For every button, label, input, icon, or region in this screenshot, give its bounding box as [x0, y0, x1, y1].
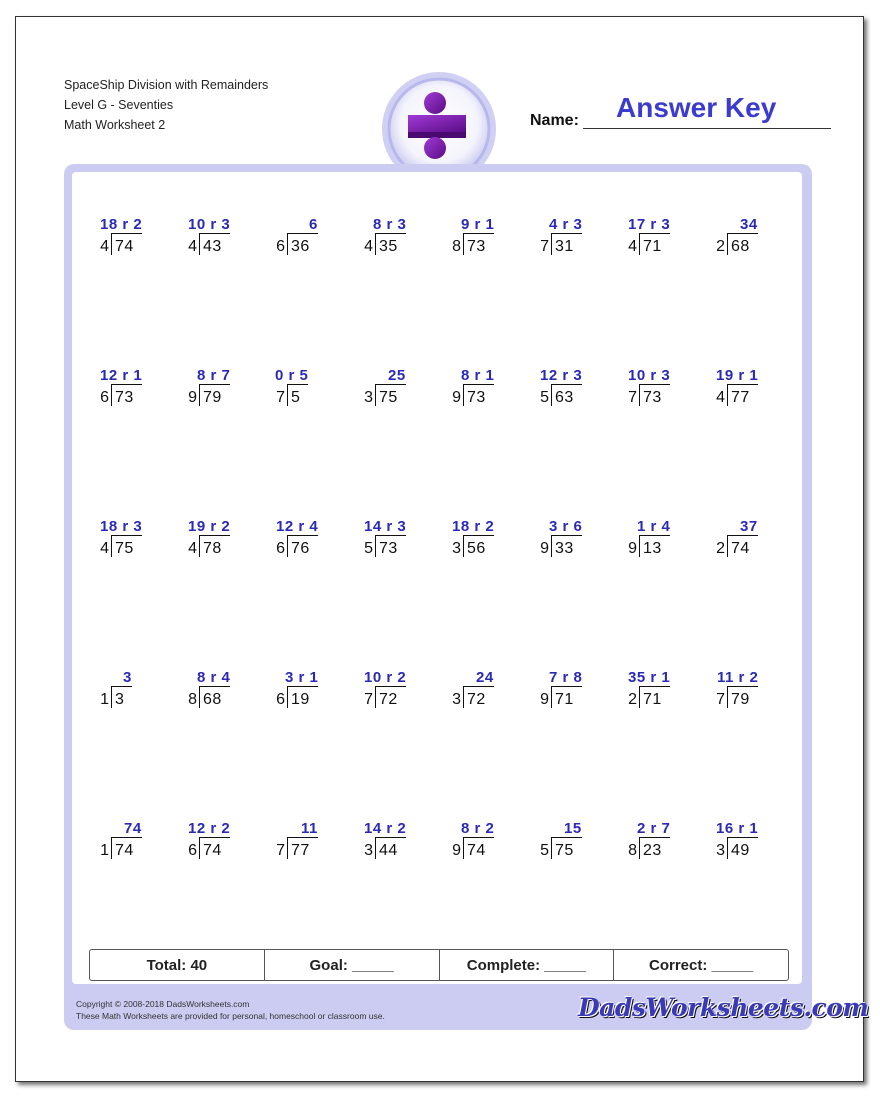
- problem-dividend: 36: [287, 233, 318, 255]
- problem-dividend: 77: [727, 384, 758, 406]
- division-problem: [273, 820, 339, 862]
- problem-divisor: 4: [628, 238, 637, 255]
- division-problem: [713, 669, 779, 711]
- division-problem: [273, 518, 339, 560]
- problem-divisor: 2: [716, 540, 725, 557]
- problem-divisor: 9: [540, 691, 549, 708]
- problem-answer: 9 r 1: [461, 216, 495, 233]
- division-problem: [185, 518, 251, 560]
- problem-answer: 18 r 3: [100, 518, 143, 535]
- problem-divisor: 7: [716, 691, 725, 708]
- division-problem: [537, 216, 603, 258]
- problem-dividend: 75: [551, 837, 582, 859]
- problem-dividend: 73: [639, 384, 670, 406]
- problem-dividend: 33: [551, 535, 582, 557]
- problem-answer: 12 r 4: [276, 518, 319, 535]
- total-count: Total: 40: [90, 950, 265, 980]
- problem-answer: 3: [123, 669, 132, 686]
- usage-notice: These Math Worksheets are provided for personal, homeschool or classroom use.: [76, 1011, 385, 1021]
- problem-answer: 3 r 6: [549, 518, 583, 535]
- problem-dividend: 43: [199, 233, 230, 255]
- division-problem: [273, 669, 339, 711]
- problem-answer: 35 r 1: [628, 669, 671, 686]
- problem-dividend: 73: [375, 535, 406, 557]
- problem-divisor: 8: [188, 691, 197, 708]
- problem-answer: 0 r 5: [275, 367, 309, 384]
- problem-answer: 34: [740, 216, 758, 233]
- problem-dividend: 35: [375, 233, 406, 255]
- problem-answer: 18 r 2: [100, 216, 143, 233]
- problem-divisor: 6: [188, 842, 197, 859]
- problem-divisor: 3: [452, 540, 461, 557]
- problem-answer: 17 r 3: [628, 216, 671, 233]
- problem-divisor: 3: [364, 389, 373, 406]
- problem-dividend: 71: [551, 686, 582, 708]
- problem-dividend: 79: [727, 686, 758, 708]
- problem-dividend: 19: [287, 686, 318, 708]
- problem-answer: 74: [124, 820, 142, 837]
- problem-divisor: 4: [716, 389, 725, 406]
- problem-answer: 2 r 7: [637, 820, 671, 837]
- division-problem: [185, 669, 251, 711]
- problem-answer: 19 r 2: [188, 518, 231, 535]
- problem-dividend: 72: [375, 686, 406, 708]
- problem-divisor: 1: [100, 691, 109, 708]
- problem-divisor: 9: [452, 389, 461, 406]
- problem-divisor: 2: [716, 238, 725, 255]
- problem-divisor: 6: [276, 238, 285, 255]
- division-problem: [361, 216, 427, 258]
- problem-answer: 10 r 2: [364, 669, 407, 686]
- problem-dividend: 74: [111, 837, 142, 859]
- problem-dividend: 5: [287, 384, 308, 406]
- problem-answer: 1 r 4: [637, 518, 671, 535]
- problem-divisor: 2: [628, 691, 637, 708]
- division-problem: [713, 216, 779, 258]
- division-problem: [713, 820, 779, 862]
- problem-dividend: 68: [727, 233, 758, 255]
- problem-divisor: 4: [188, 238, 197, 255]
- division-problem: [273, 216, 339, 258]
- problem-answer: 7 r 8: [549, 669, 583, 686]
- problem-answer: 25: [388, 367, 406, 384]
- problem-divisor: 3: [452, 691, 461, 708]
- problem-dividend: 77: [287, 837, 318, 859]
- problem-answer: 18 r 2: [452, 518, 495, 535]
- problem-dividend: 73: [463, 233, 494, 255]
- problem-dividend: 68: [199, 686, 230, 708]
- copyright-notice: [76, 998, 385, 1022]
- worksheet-number: Math Worksheet 2: [64, 118, 166, 132]
- problem-divisor: 8: [452, 238, 461, 255]
- problem-divisor: 9: [452, 842, 461, 859]
- problem-dividend: 56: [463, 535, 494, 557]
- problem-divisor: 6: [100, 389, 109, 406]
- problem-answer: 4 r 3: [549, 216, 583, 233]
- division-problem: [361, 367, 427, 409]
- problem-answer: 8 r 3: [373, 216, 407, 233]
- division-problem: [361, 820, 427, 862]
- division-problem: [537, 367, 603, 409]
- name-line: [583, 127, 831, 129]
- problem-dividend: 75: [375, 384, 406, 406]
- problem-answer: 8 r 1: [461, 367, 495, 384]
- problem-dividend: 74: [727, 535, 758, 557]
- copyright-line: Copyright © 2008-2018 DadsWorksheets.com: [76, 999, 250, 1009]
- problem-dividend: 13: [639, 535, 670, 557]
- problem-dividend: 74: [111, 233, 142, 255]
- division-problem: [185, 820, 251, 862]
- problem-dividend: 3: [111, 686, 132, 708]
- problem-divisor: 4: [100, 540, 109, 557]
- problem-divisor: 7: [628, 389, 637, 406]
- division-problem: [449, 367, 515, 409]
- problem-dividend: 31: [551, 233, 582, 255]
- problem-answer: 14 r 3: [364, 518, 407, 535]
- problem-answer: 11 r 2: [717, 669, 759, 686]
- problem-divisor: 7: [276, 842, 285, 859]
- problem-divisor: 3: [364, 842, 373, 859]
- division-problem: [97, 518, 163, 560]
- division-problem: [537, 669, 603, 711]
- problems-frame: [64, 164, 812, 1030]
- brand-logo: DadsWorksheets.com: [578, 993, 869, 1022]
- problem-answer: 10 r 3: [628, 367, 671, 384]
- division-problem: [537, 518, 603, 560]
- problem-dividend: 78: [199, 535, 230, 557]
- problem-divisor: 5: [540, 842, 549, 859]
- division-problem: [625, 367, 691, 409]
- correct-field: Correct: _____: [649, 956, 754, 974]
- division-problem: [713, 518, 779, 560]
- division-problem: [361, 518, 427, 560]
- problem-divisor: 4: [188, 540, 197, 557]
- problem-divisor: 9: [628, 540, 637, 557]
- division-problem: [185, 216, 251, 258]
- division-problem: [97, 367, 163, 409]
- division-problem: [97, 820, 163, 862]
- problem-dividend: 74: [199, 837, 230, 859]
- problem-dividend: 23: [639, 837, 670, 859]
- problem-divisor: 5: [540, 389, 549, 406]
- problem-answer: 8 r 7: [197, 367, 231, 384]
- name-label: Name:: [530, 112, 579, 129]
- problem-dividend: 63: [551, 384, 582, 406]
- problem-answer: 24: [476, 669, 494, 686]
- problem-dividend: 71: [639, 233, 670, 255]
- problem-dividend: 75: [111, 535, 142, 557]
- problem-dividend: 71: [639, 686, 670, 708]
- worksheet-title: SpaceShip Division with Remainders: [64, 78, 269, 92]
- division-problem: [625, 518, 691, 560]
- division-problem: [449, 669, 515, 711]
- problem-divisor: 9: [540, 540, 549, 557]
- problem-divisor: 3: [716, 842, 725, 859]
- problem-divisor: 6: [276, 540, 285, 557]
- division-problem: [449, 216, 515, 258]
- problem-dividend: 76: [287, 535, 318, 557]
- division-problem: [97, 669, 163, 711]
- problem-answer: 15: [564, 820, 582, 837]
- division-problem: [361, 669, 427, 711]
- complete-field: Complete: _____: [440, 950, 615, 980]
- problem-dividend: 74: [463, 837, 494, 859]
- problem-divisor: 4: [100, 238, 109, 255]
- problem-dividend: 49: [727, 837, 758, 859]
- division-problem: [273, 367, 339, 409]
- problem-divisor: 7: [540, 238, 549, 255]
- division-problem: [625, 216, 691, 258]
- problem-dividend: 73: [463, 384, 494, 406]
- problem-answer: 8 r 2: [461, 820, 495, 837]
- problem-answer: 6: [309, 216, 318, 233]
- problem-divisor: 1: [100, 842, 109, 859]
- problem-answer: 37: [740, 518, 758, 535]
- division-problem: [537, 820, 603, 862]
- problem-divisor: 7: [364, 691, 373, 708]
- goal-field: Goal: _____: [265, 950, 440, 980]
- problem-answer: 8 r 4: [197, 669, 231, 686]
- division-problem: [449, 820, 515, 862]
- problem-divisor: 7: [276, 389, 285, 406]
- division-problem: [625, 820, 691, 862]
- problem-answer: 12 r 1: [100, 367, 143, 384]
- problem-dividend: 72: [463, 686, 494, 708]
- division-problem: [185, 367, 251, 409]
- problems-area: [72, 172, 802, 984]
- problem-divisor: 5: [364, 540, 373, 557]
- problem-divisor: 4: [364, 238, 373, 255]
- division-problem: [625, 669, 691, 711]
- problem-divisor: 8: [628, 842, 637, 859]
- division-problem: [449, 518, 515, 560]
- problem-dividend: 73: [111, 384, 142, 406]
- problem-dividend: 79: [199, 384, 230, 406]
- problem-answer: 12 r 2: [188, 820, 231, 837]
- problem-answer: 11: [301, 820, 318, 837]
- problem-divisor: 6: [276, 691, 285, 708]
- worksheet-level: Level G - Seventies: [64, 98, 174, 112]
- problem-divisor: 9: [188, 389, 197, 406]
- problem-answer: 19 r 1: [716, 367, 759, 384]
- problem-answer: 16 r 1: [716, 820, 759, 837]
- problem-answer: 10 r 3: [188, 216, 231, 233]
- problem-answer: 14 r 2: [364, 820, 407, 837]
- problem-answer: 3 r 1: [285, 669, 319, 686]
- answer-key-label: Answer Key: [616, 92, 777, 123]
- division-problem: [713, 367, 779, 409]
- division-problem: [97, 216, 163, 258]
- problem-dividend: 44: [375, 837, 406, 859]
- problem-answer: 12 r 3: [540, 367, 583, 384]
- totals-bar: [89, 949, 789, 981]
